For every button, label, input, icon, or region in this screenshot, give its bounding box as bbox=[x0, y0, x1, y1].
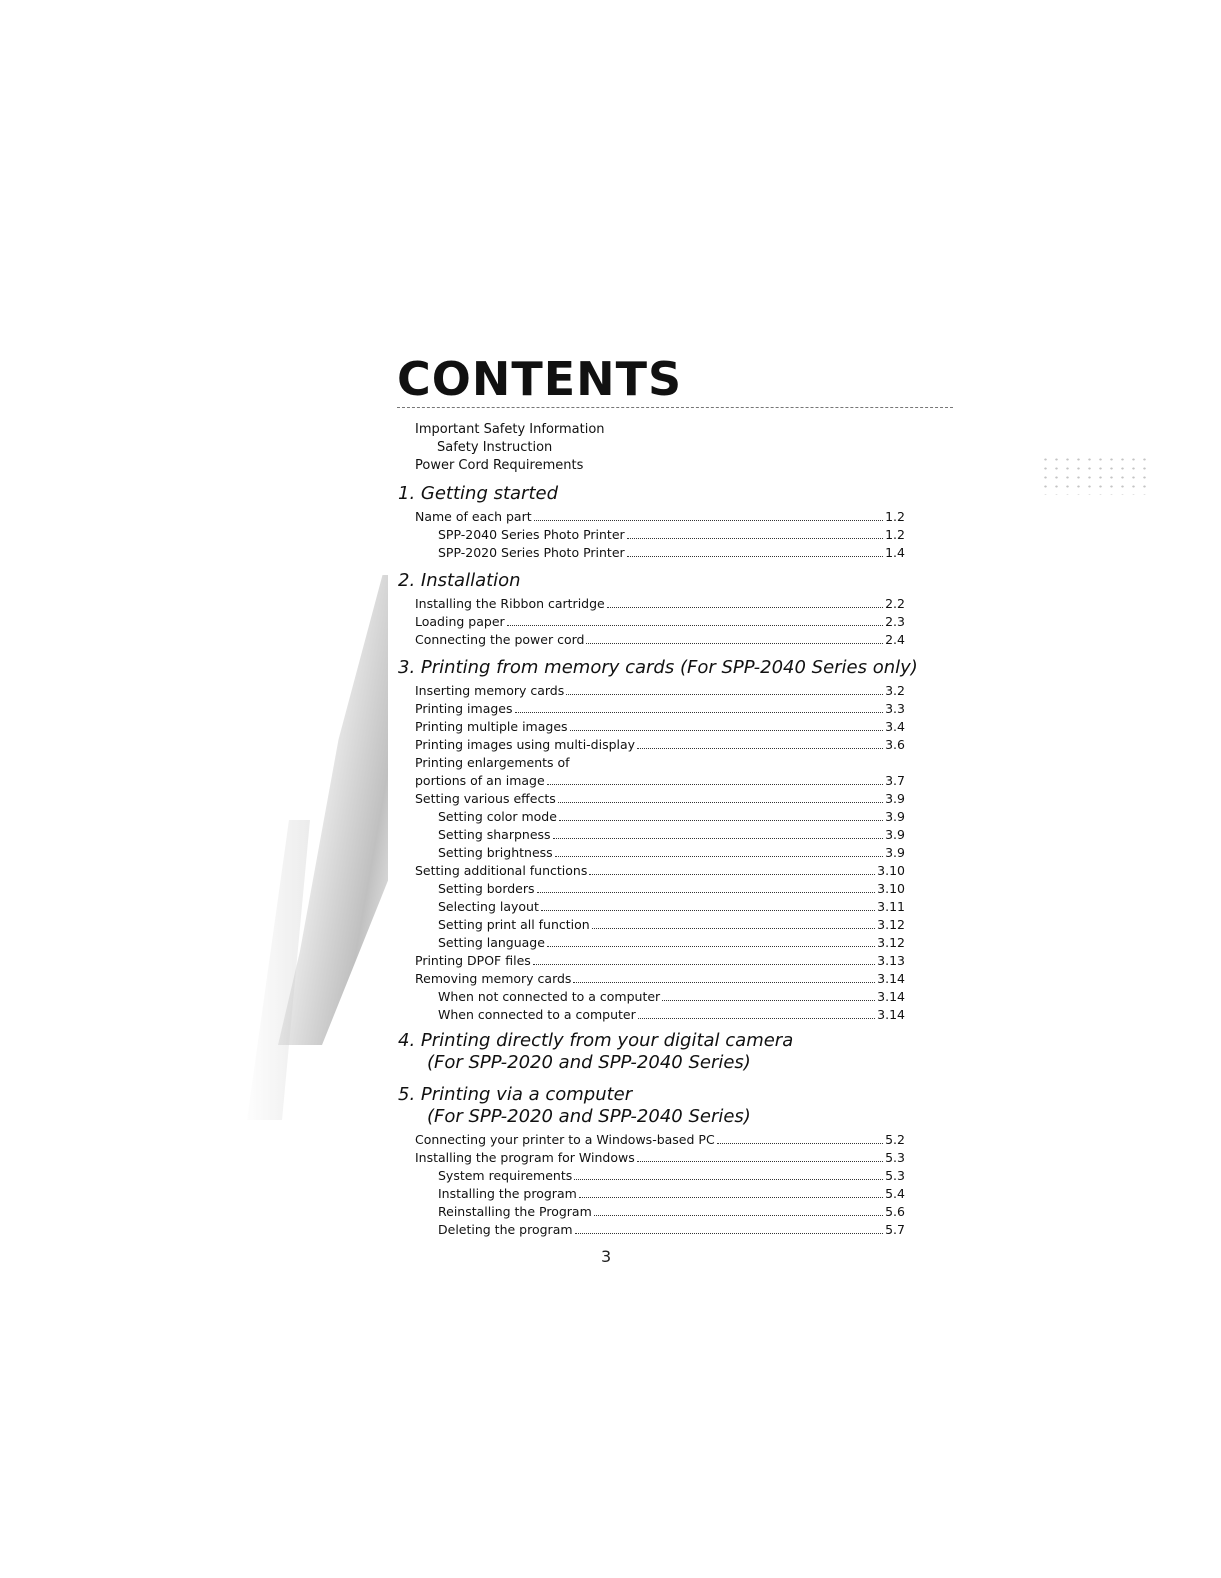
toc-entry: Printing images using multi-display 3.6 bbox=[415, 737, 905, 752]
toc-entry: Installing the Ribbon cartridge 2.2 bbox=[415, 596, 905, 611]
toc-entry: Removing memory cards 3.14 bbox=[415, 971, 905, 986]
title-divider bbox=[397, 407, 953, 408]
toc-entry: Loading paper 2.3 bbox=[415, 614, 905, 629]
section-heading: 4. Printing directly from your digital camera bbox=[398, 1030, 794, 1051]
toc-entry: Inserting memory cards 3.2 bbox=[415, 683, 905, 698]
toc-entry: Printing enlargements of bbox=[415, 755, 570, 770]
toc-entry: Setting brightness 3.9 bbox=[438, 845, 905, 860]
page-title: CONTENTS bbox=[397, 352, 683, 406]
intro-item: Power Cord Requirements bbox=[415, 458, 584, 473]
scan-speckle bbox=[1040, 455, 1150, 495]
section-subheading: (For SPP-2020 and SPP-2040 Series) bbox=[427, 1052, 751, 1073]
toc-entry: Setting color mode 3.9 bbox=[438, 809, 905, 824]
toc-entry: Name of each part 1.2 bbox=[415, 509, 905, 524]
toc-entry: System requirements 5.3 bbox=[438, 1168, 905, 1183]
section-heading: 2. Installation bbox=[398, 570, 521, 591]
toc-entry: Printing DPOF files 3.13 bbox=[415, 953, 905, 968]
page-number: 3 bbox=[601, 1247, 612, 1266]
intro-item: Safety Instruction bbox=[437, 440, 553, 455]
section-heading: 5. Printing via a computer bbox=[398, 1084, 633, 1105]
toc-entry: Deleting the program 5.7 bbox=[438, 1222, 905, 1237]
toc-entry: portions of an image 3.7 bbox=[415, 773, 905, 788]
toc-entry: Connecting your printer to a Windows-based PC 5.2 bbox=[415, 1132, 905, 1147]
toc-entry: Installing the program for Windows 5.3 bbox=[415, 1150, 905, 1165]
toc-entry: Setting additional functions 3.10 bbox=[415, 863, 905, 878]
toc-entry: Reinstalling the Program 5.6 bbox=[438, 1204, 905, 1219]
toc-entry: Setting borders 3.10 bbox=[438, 881, 905, 896]
toc-entry: Connecting the power cord 2.4 bbox=[415, 632, 905, 647]
toc-entry: SPP-2040 Series Photo Printer 1.2 bbox=[438, 527, 905, 542]
section-heading: 1. Getting started bbox=[398, 483, 559, 504]
toc-section-3 bbox=[398, 657, 923, 1024]
toc-section-2 bbox=[398, 570, 923, 649]
section-subheading: (For SPP-2020 and SPP-2040 Series) bbox=[427, 1106, 751, 1127]
toc-entry: SPP-2020 Series Photo Printer 1.4 bbox=[438, 545, 905, 560]
toc-entry: Printing images 3.3 bbox=[415, 701, 905, 716]
toc-entry: Setting sharpness 3.9 bbox=[438, 827, 905, 842]
toc-entry: Selecting layout 3.11 bbox=[438, 899, 905, 914]
toc-entry: Setting print all function 3.12 bbox=[438, 917, 905, 932]
toc-entry: When not connected to a computer 3.14 bbox=[438, 989, 905, 1004]
toc-section-5 bbox=[398, 1084, 923, 1239]
toc-section-1 bbox=[398, 483, 923, 562]
toc-entry: Installing the program 5.4 bbox=[438, 1186, 905, 1201]
toc-entry: Setting various effects 3.9 bbox=[415, 791, 905, 806]
section-heading: 3. Printing from memory cards (For SPP-2040 Series only) bbox=[398, 657, 918, 678]
toc-section-4 bbox=[398, 1030, 923, 1074]
toc-entry: When connected to a computer 3.14 bbox=[438, 1007, 905, 1022]
intro-list bbox=[415, 421, 605, 475]
intro-item: Important Safety Information bbox=[415, 422, 605, 437]
toc-entry: Printing multiple images 3.4 bbox=[415, 719, 905, 734]
toc-entry: Setting language 3.12 bbox=[438, 935, 905, 950]
